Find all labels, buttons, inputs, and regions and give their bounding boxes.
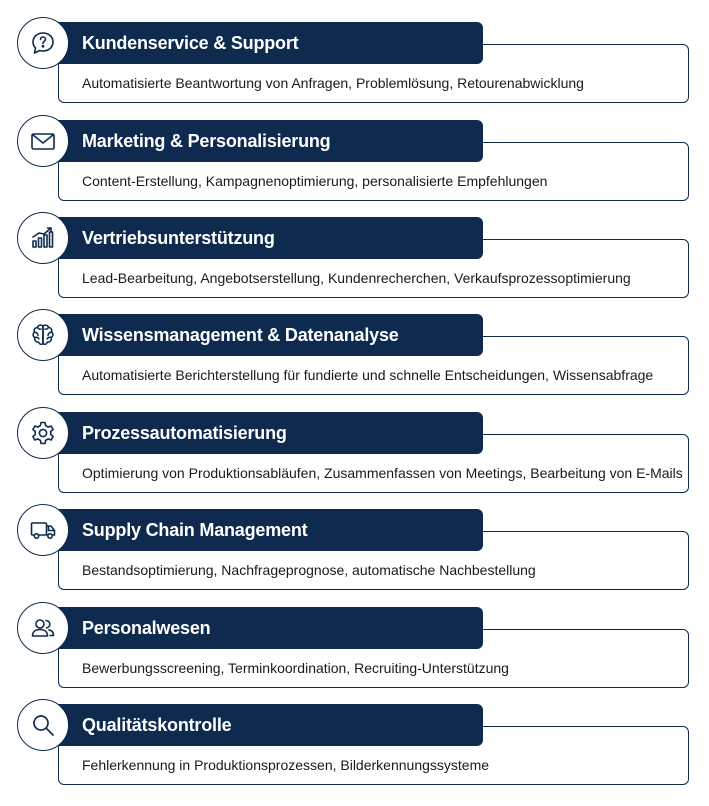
title-bar xyxy=(58,314,483,356)
magnifier-icon xyxy=(29,711,57,739)
description-text: Bestandsoptimierung, Nachfrageprognose, automatische Nachbestellung xyxy=(82,562,536,578)
title-bar xyxy=(58,704,483,746)
brain-icon xyxy=(29,321,57,349)
description-text: Optimierung von Produktionsabläufen, Zusammenfassen von Meetings, Bearbeitung von E-Mails xyxy=(82,465,683,481)
people-icon xyxy=(29,614,57,642)
title-text: Wissensmanagement & Datenanalyse xyxy=(82,325,399,345)
use-case-supply-chain xyxy=(0,509,709,599)
title-text: Qualitätskontrolle xyxy=(82,715,232,735)
title-text: Supply Chain Management xyxy=(82,520,308,540)
use-case-kundenservice xyxy=(0,22,709,112)
title-text: Marketing & Personalisierung xyxy=(82,131,331,151)
icon-circle xyxy=(17,504,69,556)
icon-circle xyxy=(17,699,69,751)
growth-chart-icon xyxy=(29,224,57,252)
description-text: Lead-Bearbeitung, Angebotserstellung, Kundenrecherchen, Verkaufsprozessoptimierung xyxy=(82,270,631,286)
use-case-marketing xyxy=(0,120,709,210)
icon-circle xyxy=(17,309,69,361)
truck-icon xyxy=(29,516,57,544)
title-bar xyxy=(58,217,483,259)
use-case-vertrieb xyxy=(0,217,709,307)
description-text: Bewerbungsscreening, Terminkoordination, Recruiting-Unterstützung xyxy=(82,660,509,676)
title-bar xyxy=(58,22,483,64)
use-case-prozessautomatisierung xyxy=(0,412,709,502)
use-case-wissensmanagement xyxy=(0,314,709,404)
envelope-icon xyxy=(29,127,57,155)
icon-circle xyxy=(17,17,69,69)
title-bar xyxy=(58,607,483,649)
gear-icon xyxy=(29,419,57,447)
icon-circle xyxy=(17,407,69,459)
description-text: Automatisierte Berichterstellung für fundierte und schnelle Entscheidungen, Wissensabfrage xyxy=(82,367,654,383)
description-text: Automatisierte Beantwortung von Anfragen, Problemlösung, Retourenabwicklung xyxy=(82,75,584,91)
description-text: Content-Erstellung, Kampagnenoptimierung, personalisierte Empfehlungen xyxy=(82,173,548,189)
use-case-qualitaetskontrolle xyxy=(0,704,709,794)
question-bubble-icon xyxy=(29,29,57,57)
description-text: Fehlerkennung in Produktionsprozessen, Bilderkennungssysteme xyxy=(82,757,490,773)
title-text: Personalwesen xyxy=(82,618,211,638)
title-text: Kundenservice & Support xyxy=(82,33,299,53)
title-bar xyxy=(58,509,483,551)
icon-circle xyxy=(17,602,69,654)
title-text: Vertriebsunterstützung xyxy=(82,228,275,248)
title-bar xyxy=(58,120,483,162)
use-case-personalwesen xyxy=(0,607,709,697)
icon-circle xyxy=(17,212,69,264)
icon-circle xyxy=(17,115,69,167)
title-bar xyxy=(58,412,483,454)
title-text: Prozessautomatisierung xyxy=(82,423,287,443)
